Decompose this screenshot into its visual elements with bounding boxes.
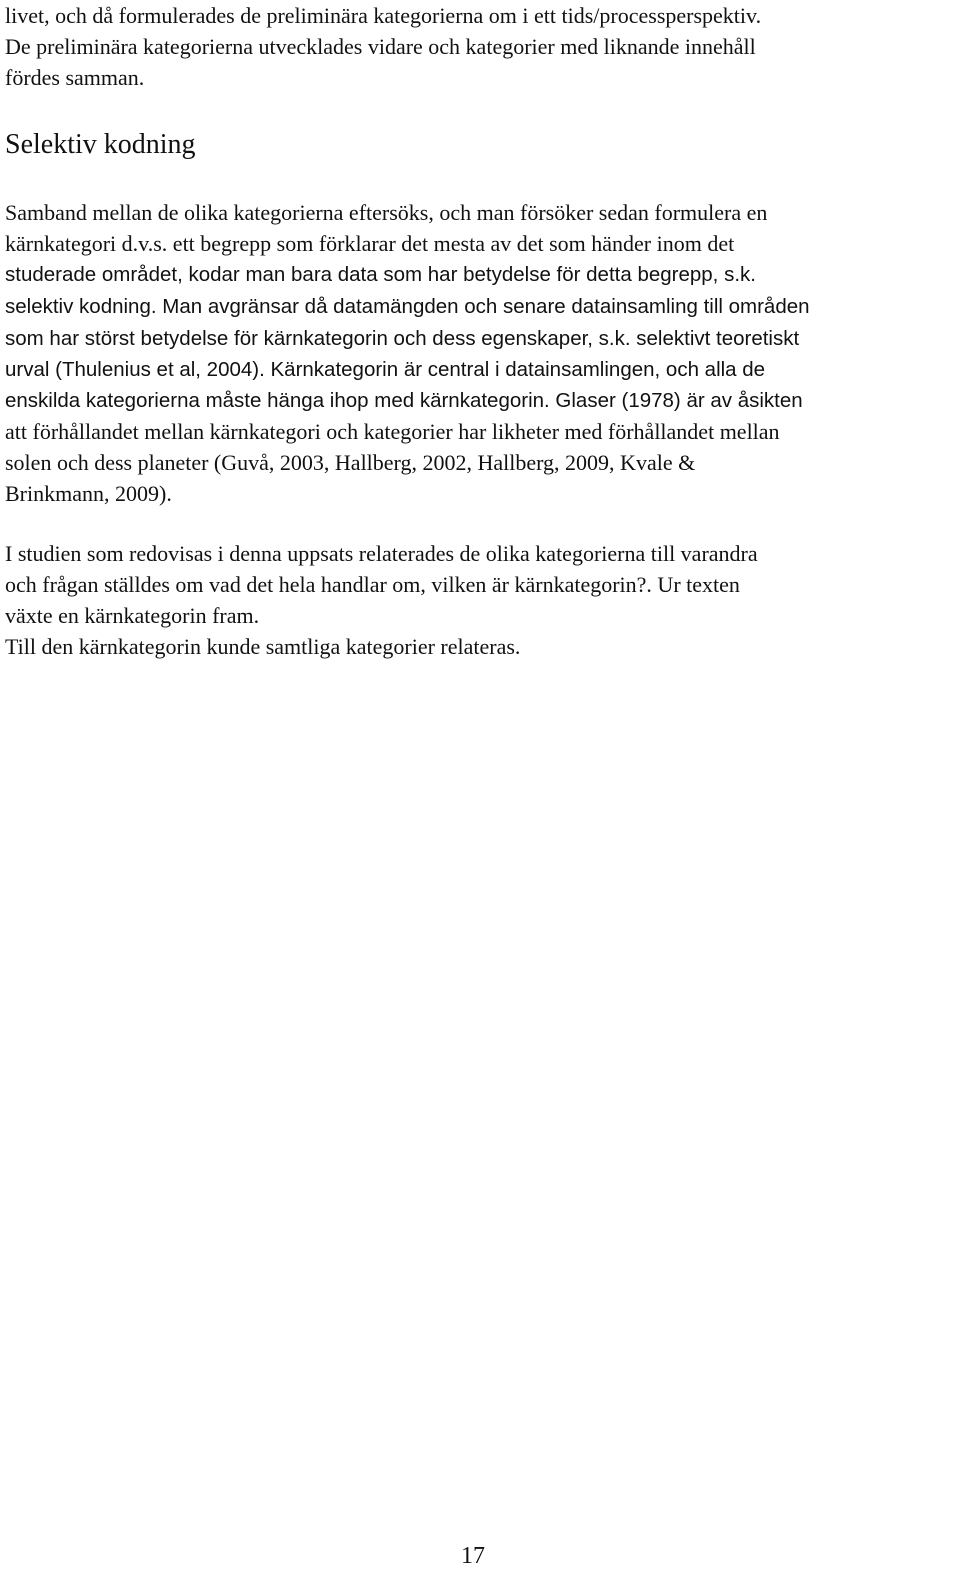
body-text-line: livet, och då formulerades de preliminära kategorierna om i ett tids/processperspektiv. <box>5 3 762 28</box>
body-text-line: Samband mellan de olika kategorierna eftersöks, och man försöker sedan formulera en <box>5 200 768 225</box>
body-text-line: kärnkategori d.v.s. ett begrepp som förklarar det mesta av det som händer inom det <box>5 231 735 256</box>
body-text-line: och frågan ställdes om vad det hela handlar om, vilken är kärnkategorin?. Ur texten <box>5 572 740 597</box>
body-text-line: växte en kärnkategorin fram. <box>5 603 260 628</box>
section-heading: Selektiv kodning <box>5 129 196 160</box>
body-text-line: selektiv kodning. Man avgränsar då datamängden och senare datainsamling till områden <box>5 295 810 318</box>
body-text-line: fördes samman. <box>5 65 145 90</box>
body-text-line: att förhållandet mellan kärnkategori och kategorier har likheter med förhållandet mellan <box>5 419 780 444</box>
body-text-line: studerade området, kodar man bara data som har betydelse för detta begrepp, s.k. <box>5 263 756 286</box>
body-text-line: som har störst betydelse för kärnkategorin och dess egenskaper, s.k. selektivt teoretiskt <box>5 327 800 350</box>
body-text-line: Brinkmann, 2009). <box>5 481 172 506</box>
body-text-line: De preliminära kategorierna utvecklades vidare och kategorier med liknande innehåll <box>5 34 756 59</box>
body-text-line: urval (Thulenius et al, 2004). Kärnkategorin är central i datainsamlingen, och alla de <box>5 358 766 381</box>
body-text-line: Till den kärnkategorin kunde samtliga kategorier relateras. <box>5 634 521 659</box>
body-text-line: I studien som redovisas i denna uppsats relaterades de olika kategorierna till varandra <box>5 541 758 566</box>
body-text-line: enskilda kategorierna måste hänga ihop med kärnkategorin. Glaser (1978) är av åsikten <box>5 389 803 412</box>
page-number: 17 <box>461 1543 485 1569</box>
body-text-line: solen och dess planeter (Guvå, 2003, Hallberg, 2002, Hallberg, 2009, Kvale & <box>5 450 696 475</box>
